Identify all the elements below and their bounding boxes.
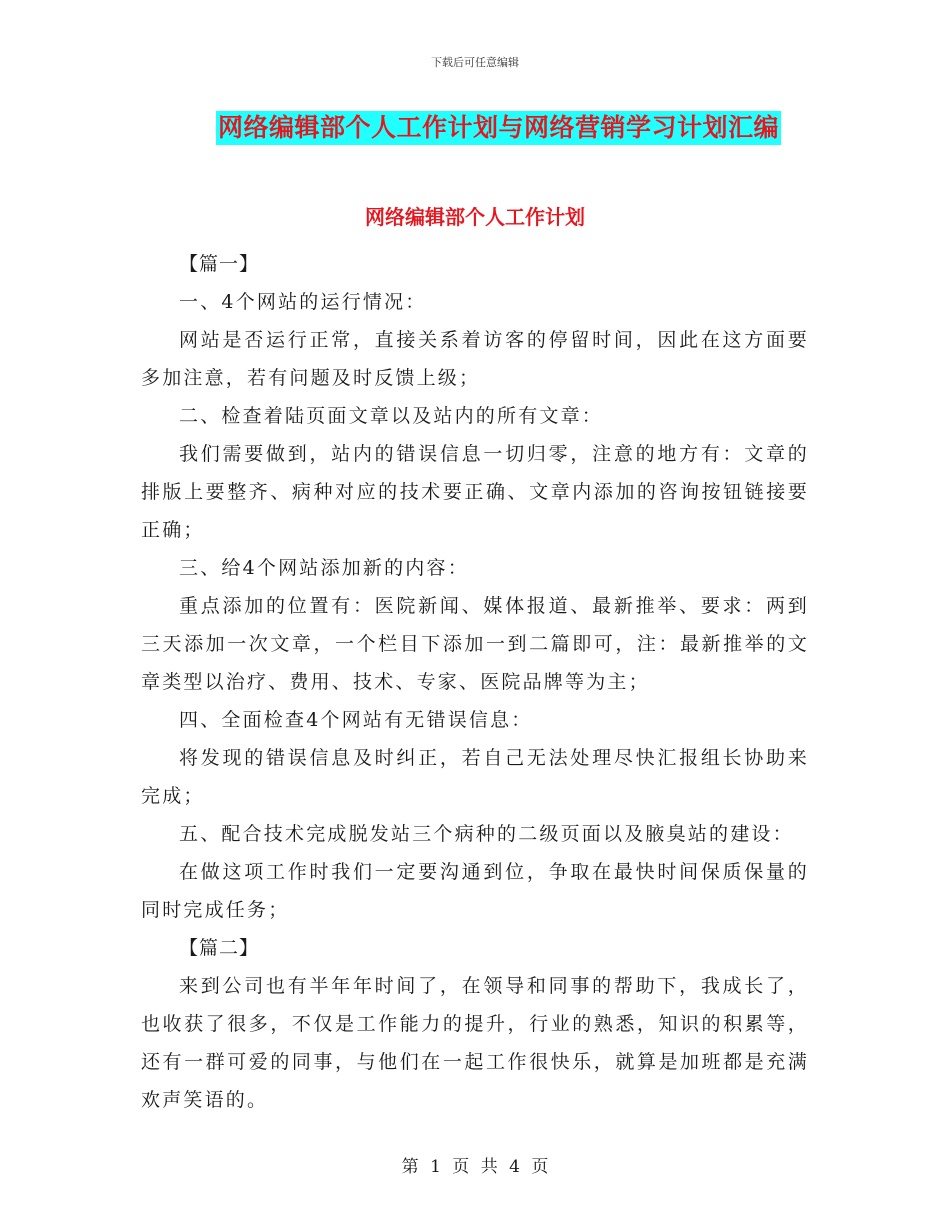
- document-body: [141, 245, 809, 1119]
- paragraph: 四、全面检查4个网站有无错误信息：: [179, 709, 533, 731]
- part-heading: 【篇一】: [179, 253, 260, 275]
- page-header-note: 下载后可任意编辑: [431, 56, 519, 69]
- document-title: 网络编辑部个人工作计划与网络营销学习计划汇编: [216, 111, 781, 145]
- part-heading: 【篇二】: [179, 937, 260, 959]
- paragraph: 在做这项工作时我们一定要沟通到位，争取在最快时间保质保量的同时完成任务；: [141, 861, 809, 921]
- document-title-container: [0, 111, 950, 145]
- paragraph: 二、检查着陆页面文章以及站内的所有文章：: [179, 405, 604, 427]
- paragraph: 重点添加的位置有：医院新闻、媒体报道、最新推举、要求：两到三天添加一次文章，一个栏目下添加一到二篇即可，注：最新推举的文章类型以治疗、费用、技术、专家、医院品牌等为主；: [141, 595, 809, 693]
- paragraph: 将发现的错误信息及时纠正，若自己无法处理尽快汇报组长协助来完成；: [141, 747, 809, 807]
- page-number-footer: 第 1 页 共 4 页: [401, 1157, 549, 1177]
- paragraph: 网站是否运行正常，直接关系着访客的停留时间，因此在这方面要多加注意，若有问题及时反馈上级；: [141, 329, 809, 389]
- section-title: 网络编辑部个人工作计划: [365, 205, 585, 229]
- paragraph: 来到公司也有半年年时间了，在领导和同事的帮助下，我成长了，也收获了很多，不仅是工作能力的提升，行业的熟悉，知识的积累等，还有一群可爱的同事，与他们在一起工作很快乐，就算是加班都是充满欢声笑语的。: [141, 975, 809, 1111]
- paragraph: 一、4个网站的运行情况：: [179, 291, 427, 313]
- paragraph: 三、给4个网站添加新的内容：: [179, 557, 469, 579]
- paragraph: 我们需要做到，站内的错误信息一切归零，注意的地方有：文章的排版上要整齐、病种对应的技术要正确、文章内添加的咨询按钮链接要正确；: [141, 443, 809, 541]
- paragraph: 五、配合技术完成脱发站三个病种的二级页面以及腋臭站的建设：: [179, 823, 794, 845]
